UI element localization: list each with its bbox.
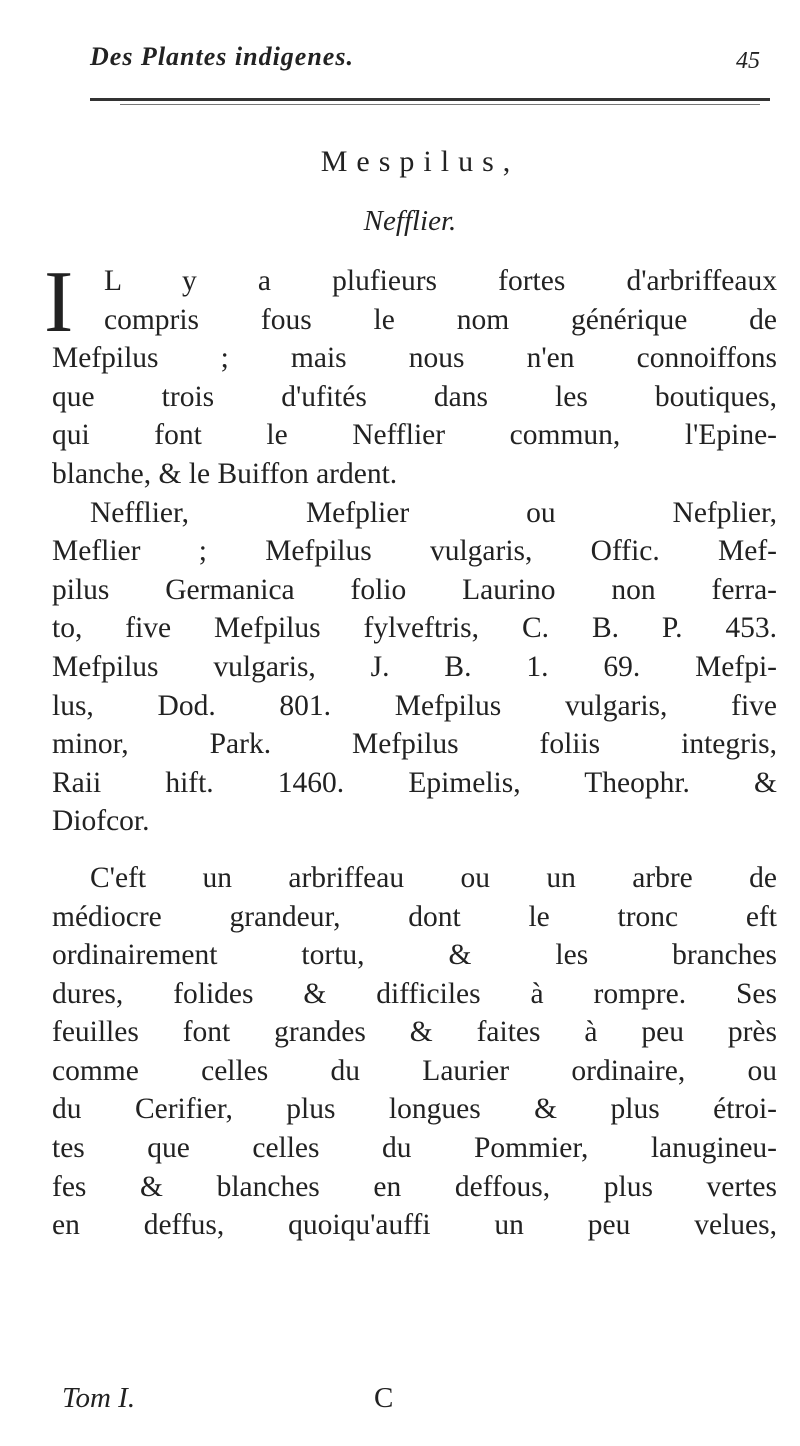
text-line: Meflier ; Mefpilus vulgaris, Offic. Mef-: [52, 535, 777, 568]
running-title: Des Plantes indigenes.: [90, 42, 354, 71]
signature-mark: C: [374, 1382, 394, 1414]
text-line: C'eft un arbriffeau ou un arbre de: [90, 861, 777, 894]
header-rule: [90, 98, 770, 101]
page-footer: [62, 1382, 712, 1422]
text-line: Raii hift. 1460. Epimelis, Theophr. &: [52, 766, 777, 799]
text-line: Nefflier, Mefplier ou Nefplier,: [90, 496, 777, 529]
text-line: lus, Dod. 801. Mefpilus vulgaris, five: [52, 689, 777, 722]
text-line: comme celles du Laurier ordinaire, ou: [52, 1054, 777, 1087]
text-line: tes que celles du Pommier, lanugineu-: [52, 1132, 777, 1165]
text-line: L y a plufieurs fortes d'arbriffeaux: [104, 265, 777, 297]
header-rule-thin: [120, 104, 760, 105]
text-line: pilus Germanica folio Laurino non ferra-: [52, 573, 777, 606]
text-line: que trois d'ufités dans les boutiques,: [52, 380, 777, 413]
text-line: qui font le Nefflier commun, l'Epine-: [52, 419, 777, 452]
text-line: dures, folides & difficiles à rompre. Ses: [52, 977, 777, 1010]
text-line: Diofcor.: [52, 805, 150, 838]
text-line: minor, Park. Mefpilus foliis integris,: [52, 728, 777, 761]
paragraph-2: [52, 494, 777, 841]
text-line: médiocre grandeur, dont le tronc eft: [52, 900, 777, 933]
section-title: Mespilus,: [320, 145, 520, 178]
text-line: fes & blanches en deffous, plus vertes: [52, 1170, 777, 1203]
text-line: Mefpilus ; mais nous n'en connoiffons: [52, 342, 777, 375]
paragraph-1: [44, 254, 777, 494]
running-head: [90, 42, 770, 84]
text-line: Mefpilus vulgaris, J. B. 1. 69. Mefpi-: [52, 650, 777, 683]
paragraph-3: [52, 859, 777, 1245]
page-number: 45: [736, 48, 760, 74]
text-line: compris fous le nom générique de: [104, 303, 777, 336]
section-subtitle: Nefflier.: [363, 205, 457, 237]
text-line: blanche, & le Buiffon ardent.: [52, 457, 398, 490]
body-text: [44, 254, 777, 1245]
paragraph-gap: [52, 841, 777, 859]
text-line: to, five Mefpilus fylveftris, C. B. P. 453.: [52, 612, 777, 645]
text-line: en deffus, quoiqu'auffi un peu velues,: [52, 1209, 777, 1242]
text-line: feuilles font grandes & faites à peu près: [52, 1016, 777, 1049]
text-line: du Cerifier, plus longues & plus étroi-: [52, 1093, 777, 1126]
drop-cap: I: [44, 254, 74, 351]
text-line: ordinairement tortu, & les branches: [52, 939, 777, 972]
volume-label: Tom I.: [62, 1382, 136, 1414]
